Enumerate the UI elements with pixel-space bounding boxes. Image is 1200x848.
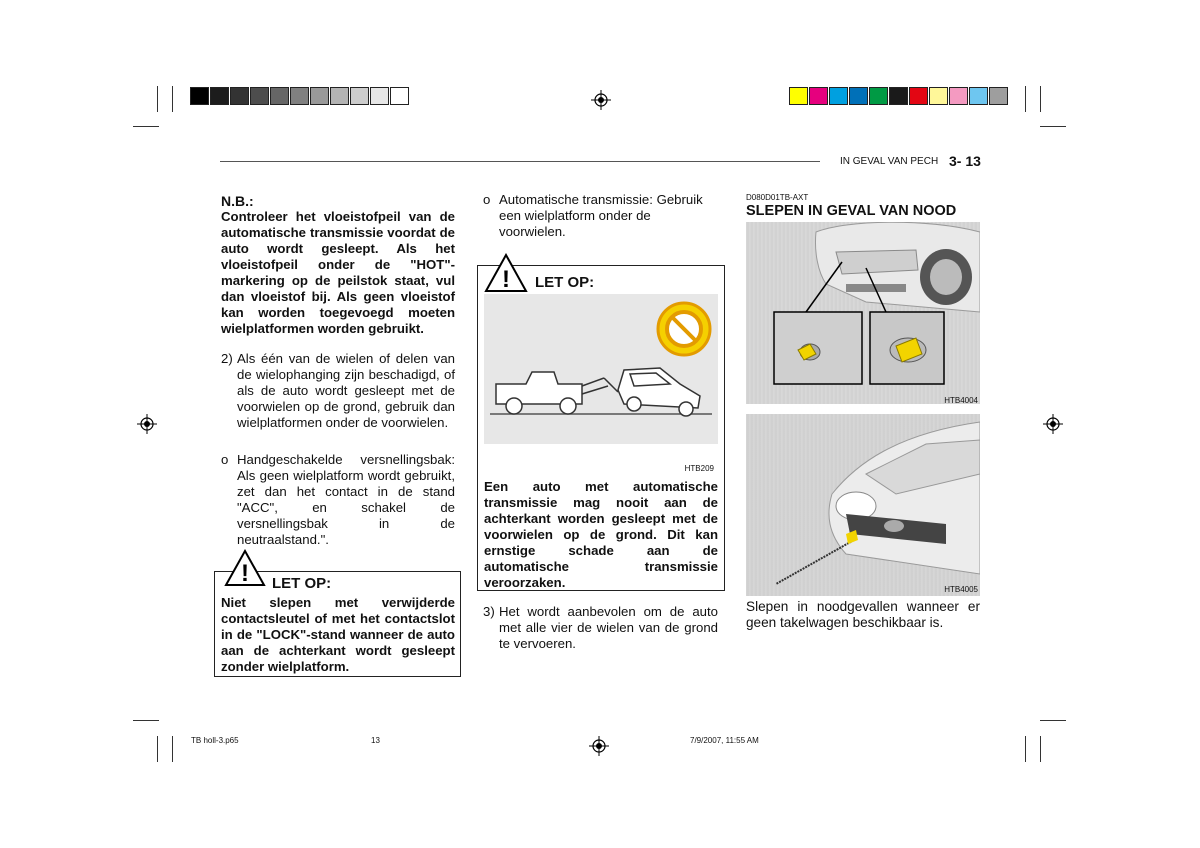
body-text: Slepen in noodgevallen wanneer er geen takelwagen beschikbaar is. bbox=[746, 599, 980, 630]
color-swatch bbox=[390, 87, 409, 105]
color-swatch bbox=[210, 87, 229, 105]
color-swatch bbox=[889, 87, 908, 105]
figure-code: HTB209 bbox=[684, 464, 714, 473]
tow-cable-photo bbox=[746, 414, 980, 596]
color-swatch bbox=[949, 87, 968, 105]
page-number: 3- 13 bbox=[949, 153, 981, 169]
color-swatch bbox=[869, 87, 888, 105]
section-title: IN GEVAL VAN PECH bbox=[840, 156, 939, 167]
crop-mark bbox=[1025, 736, 1026, 762]
crop-mark bbox=[133, 126, 159, 127]
crop-mark bbox=[172, 736, 173, 762]
caution-text: Een auto met automatische transmissie mag nooit aan de achterkant worden gesleept met de voorwielen op de grond. Dit kan ernstige schade aan de automatische transmissie veroorzaken. bbox=[484, 479, 718, 590]
warning-triangle-icon bbox=[484, 253, 528, 293]
header-rule bbox=[220, 161, 820, 162]
registration-mark-icon bbox=[589, 736, 609, 756]
color-swatch bbox=[849, 87, 868, 105]
caution-title: LET OP: bbox=[272, 575, 332, 592]
crop-mark bbox=[172, 86, 173, 112]
tow-truck-icon bbox=[496, 372, 618, 414]
color-swatch bbox=[969, 87, 988, 105]
list-item-text: Automatische transmissie: Gebruik een wielplatform onder de voorwielen. bbox=[499, 192, 703, 239]
color-swatch bbox=[829, 87, 848, 105]
footer-page: 13 bbox=[371, 736, 380, 745]
footer-date: 7/9/2007, 11:55 AM bbox=[690, 736, 759, 745]
prohibition-icon bbox=[658, 303, 710, 355]
list-marker: 3) bbox=[483, 604, 495, 619]
registration-mark-icon bbox=[137, 414, 157, 434]
caution-title: LET OP: bbox=[535, 274, 595, 291]
caution-box bbox=[214, 560, 461, 677]
list-marker: 2) bbox=[221, 351, 233, 366]
color-swatch bbox=[250, 87, 269, 105]
crop-mark bbox=[1040, 736, 1041, 762]
svg-text:!: ! bbox=[502, 266, 510, 293]
crop-mark bbox=[133, 720, 159, 721]
caution-text: Niet slepen met verwijderde contactsleutel of met het contactslot in de "LOCK"-stand wanneer de auto aan de achterkant wordt gesleept zonder wielplatform. bbox=[221, 595, 455, 674]
crop-mark bbox=[1040, 720, 1066, 721]
color-swatch bbox=[330, 87, 349, 105]
crop-mark bbox=[1025, 86, 1026, 112]
list-marker: o bbox=[221, 452, 229, 467]
list-item-text: Handgeschakelde versnellingsbak: Als geen wielplatform wordt gebruikt, zet dan het contact in de stand "ACC", en schakel de versnellingsbak in de neutraalstand.". bbox=[237, 452, 455, 547]
towing-illustration bbox=[484, 294, 718, 444]
color-swatch bbox=[909, 87, 928, 105]
car-icon bbox=[618, 368, 700, 416]
crop-mark bbox=[1040, 86, 1041, 112]
list-marker: o bbox=[483, 192, 491, 207]
color-swatch bbox=[809, 87, 828, 105]
caution-box bbox=[477, 265, 725, 591]
color-swatch bbox=[190, 87, 209, 105]
color-swatch bbox=[929, 87, 948, 105]
registration-mark-icon bbox=[591, 90, 611, 110]
color-swatch bbox=[310, 87, 329, 105]
registration-mark-icon bbox=[1043, 414, 1063, 434]
crop-mark bbox=[1040, 126, 1066, 127]
color-swatch bbox=[230, 87, 249, 105]
color-swatch bbox=[270, 87, 289, 105]
warning-triangle-icon bbox=[224, 549, 266, 587]
reference-code: D080D01TB-AXT bbox=[746, 193, 809, 202]
crop-mark bbox=[157, 86, 158, 112]
footer-file: TB holl-3.p65 bbox=[191, 736, 239, 745]
figure-code: HTB4004 bbox=[944, 396, 978, 405]
color-swatch bbox=[290, 87, 309, 105]
note-text: Controleer het vloeistofpeil van de automatische transmissie voordat de auto wordt gesleept. Als het vloeistofpeil onder de "HOT"-markering op de peilstok staat, vul dan vloeistof bij. Als geen vloeistof kan worden toegevoegd moeten wielplatformen worden gebruikt. bbox=[221, 209, 455, 336]
list-item-text: Als één van de wielen of delen van de wielophanging zijn beschadigd, of als de auto wordt gesleept met de voorwielen op de grond, gebruik dan wielplatformen onder de voorwielen. bbox=[237, 351, 455, 430]
section-heading: SLEPEN IN GEVAL VAN NOOD bbox=[746, 203, 957, 219]
color-swatch bbox=[789, 87, 808, 105]
color-swatch bbox=[350, 87, 369, 105]
crop-mark bbox=[157, 736, 158, 762]
list-item-text: Het wordt aanbevolen om de auto met alle vier de wielen van de grond te vervoeren. bbox=[499, 604, 718, 651]
color-swatch bbox=[370, 87, 389, 105]
color-swatch bbox=[989, 87, 1008, 105]
svg-text:!: ! bbox=[241, 560, 249, 587]
tow-hook-photo bbox=[746, 222, 980, 404]
note-title: N.B.: bbox=[221, 193, 254, 209]
figure-code: HTB4005 bbox=[944, 585, 978, 594]
